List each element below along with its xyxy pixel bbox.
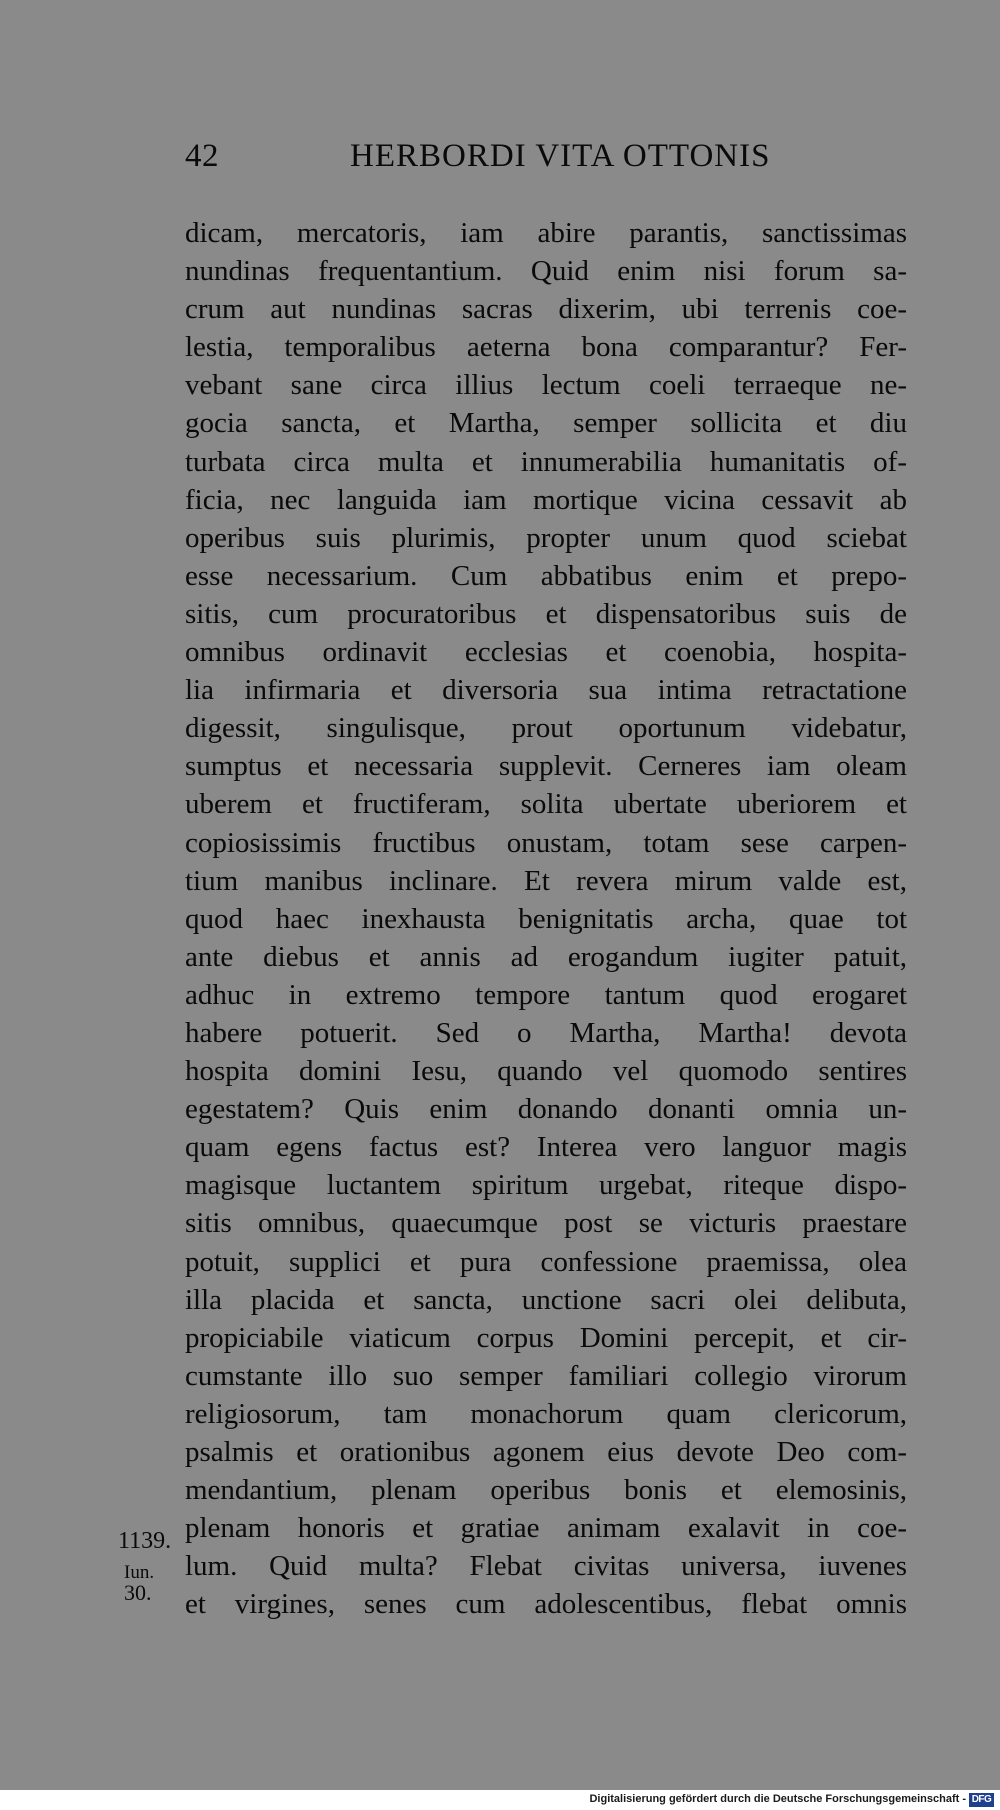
text-line: crum aut nundinas sacras dixerim, ubi terrenis coe- [185, 293, 907, 326]
text-line: adhuc in extremo tempore tantum quod erogaret [185, 978, 907, 1011]
text-line: magisque luctantem spiritum urgebat, riteque dispo- [185, 1169, 907, 1202]
text-line: tium manibus inclinare. Et revera mirum valde est, [185, 864, 907, 897]
page-header [185, 138, 910, 178]
margin-note-day: 30. [124, 1580, 152, 1605]
text-line: dicam, mercatoris, iam abire parantis, sanctissimas [185, 217, 907, 249]
text-line: plenam honoris et gratiae animam exalavit in coe- [185, 1512, 907, 1545]
text-line: turbata circa multa et innumerabilia humanitatis of- [185, 445, 907, 478]
text-line: lestia, temporalibus aeterna bona comparantur? Fer- [185, 331, 907, 364]
text-line: lia infirmaria et diversoria sua intima retractatione [185, 674, 907, 707]
text-line: omnibus ordinavit ecclesias et coenobia, hospita- [185, 636, 907, 669]
body-text [185, 214, 907, 1623]
text-line: et virgines, senes cum adolescentibus, flebat omnis [185, 1588, 907, 1621]
text-line: religiosorum, tam monachorum quam clericorum, [185, 1397, 907, 1430]
text-line: psalmis et orationibus agonem eius devote Deo com- [185, 1436, 907, 1468]
text-line: vebant sane circa illius lectum coeli terraeque ne- [185, 369, 907, 402]
margin-note-month: Iun. [124, 1562, 155, 1583]
text-line: operibus suis plurimis, propter unum quod sciebat [185, 521, 907, 554]
text-line: copiosissimis fructibus onustam, totam sese carpen- [185, 826, 907, 859]
text-line: hospita domini Iesu, quando vel quomodo sentires [185, 1055, 907, 1088]
text-line: cumstante illo suo semper familiari collegio virorum [185, 1359, 907, 1392]
text-line: habere potuerit. Sed o Martha, Martha! devota [185, 1016, 907, 1049]
text-line: sitis, cum procuratoribus et dispensatoribus suis de [185, 597, 907, 630]
text-line: lum. Quid multa? Flebat civitas universa, iuvenes [185, 1550, 907, 1583]
page-number: 42 [185, 138, 219, 174]
text-line: mendantium, plenam operibus bonis et elemosinis, [185, 1474, 907, 1507]
text-line: illa placida et sancta, unctione sacri olei delibuta, [185, 1283, 907, 1316]
running-title: HERBORDI VITA OTTONIS [350, 138, 771, 174]
text-line: propiciabile viaticum corpus Domini percepit, et cir- [185, 1321, 907, 1354]
text-line: digessit, singulisque, prout oportunum videbatur, [185, 712, 907, 745]
text-line: nundinas frequentantium. Quid enim nisi forum sa- [185, 255, 907, 288]
text-line: sitis omnibus, quaecumque post se victuris praestare [185, 1207, 907, 1240]
text-line: quam egens factus est? Interea vero languor magis [185, 1131, 907, 1164]
text-line: egestatem? Quis enim donando donanti omnia un- [185, 1093, 907, 1126]
footer-credit: Digitalisierung gefördert durch die Deutsche Forschungsgemeinschaft - [589, 1793, 966, 1805]
margin-note-year: 1139. [118, 1528, 172, 1554]
dfg-logo: DFG [969, 1793, 994, 1807]
text-line: potuit, supplici et pura confessione praemissa, olea [185, 1245, 907, 1278]
digitization-footer [0, 1790, 1000, 1810]
text-line: sumptus et necessaria supplevit. Cerneres iam oleam [185, 750, 907, 783]
text-line: uberem et fructiferam, solita ubertate uberiorem et [185, 788, 907, 821]
text-line: ante diebus et annis ad erogandum iugiter patuit, [185, 940, 907, 973]
text-line: quod haec inexhausta benignitatis archa, quae tot [185, 902, 907, 935]
text-line: esse necessarium. Cum abbatibus enim et prepo- [185, 559, 907, 592]
text-line: ficia, nec languida iam mortique vicina cessavit ab [185, 483, 907, 516]
text-line: gocia sancta, et Martha, semper sollicita et diu [185, 407, 907, 440]
